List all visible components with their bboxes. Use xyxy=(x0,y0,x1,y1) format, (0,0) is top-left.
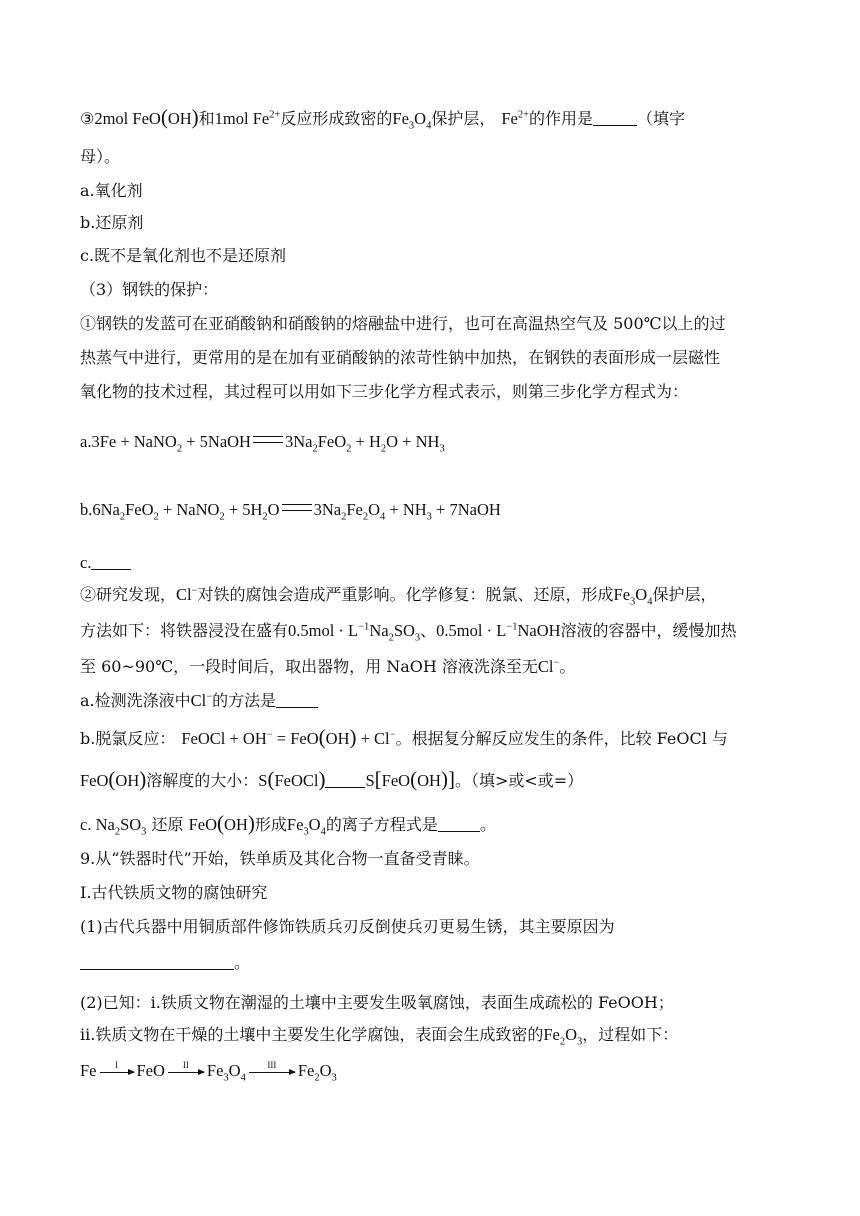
paragraph-line: ②研究发现，Cl−对铁的腐蚀会造成严重影响。化学修复：脱氯、还原，形成$Fe_3O_4$保护层， xyxy=(80,585,717,608)
question-c: c. $Na_2SO_3$ 还原 FeO(OH)形成$Fe_3O_4$的离子方程式是 。 xyxy=(80,811,496,838)
equation-b: $b.6Na_2FeO_2$ + NaNO$_2$ + $5H_2O$ $3Na_2Fe_2O_4 + NH_3$ + 7NaOH xyxy=(80,500,501,523)
equation-c: c. xyxy=(80,552,131,574)
question-line: ii.铁质文物在干燥的土壤中主要发生化学腐蚀，表面会生成致密的$Fe_2O_3$，过程如下： xyxy=(80,1025,679,1048)
answer-blank[interactable] xyxy=(80,954,234,970)
question-9-title: 9.从“铁器时代”开始，铁单质及其化合物一直备受青睐。 xyxy=(80,849,480,868)
option-c: c.既不是氧化剂也不是还原剂 xyxy=(80,246,287,265)
text: 反应形成致密的 xyxy=(280,109,393,128)
arrow-right-icon: I xyxy=(100,1072,134,1073)
formula: 1mol $Fe^{2+}$ xyxy=(214,109,281,128)
formula: 2mol FeO(OH) xyxy=(94,105,199,129)
arrow-right-icon: II xyxy=(168,1072,204,1073)
formula: $Fe^{2+}$ xyxy=(501,109,530,128)
option-a: a.氧化剂 xyxy=(80,181,143,200)
answer-blank[interactable] xyxy=(325,772,365,788)
answer-blank[interactable] xyxy=(276,692,318,708)
text: （填字 xyxy=(637,109,686,128)
equals-sign xyxy=(253,436,283,443)
text-line: 母）。 xyxy=(80,147,121,166)
text: 和 xyxy=(198,109,215,128)
answer-blank[interactable] xyxy=(593,110,637,126)
text: 保护层， xyxy=(431,109,496,128)
option-b: b.还原剂 xyxy=(80,213,144,232)
question-a: a.检测洗涤液中Cl−的方法是 xyxy=(80,690,318,712)
answer-blank[interactable] xyxy=(91,554,131,570)
paragraph-line: 至 60~90℃，一段时间后，取出器物，用 NaOH 溶液洗涤至无Cl−。 xyxy=(80,657,576,676)
equals-sign xyxy=(282,504,312,511)
arrow-right-icon: III xyxy=(249,1072,295,1073)
question-b-cont: FeO(OH)溶解度的大小：S(FeOCl) S[FeO(OH)]。（填>或<或=） xyxy=(80,767,584,791)
question-b: b.脱氯反应： FeOCl + OH− = FeO(OH) + Cl−。根据复分解反应发生的条件，比较 FeOCl 与 xyxy=(80,725,728,749)
question-line: (1)古代兵器中用铜质部件修饰铁质兵刃反倒使兵刃更易生锈，其主要原因为 xyxy=(80,917,615,936)
paragraph-line: 氧化物的技术过程，其过程可以用如下三步化学方程式表示，则第三步化学方程式为： xyxy=(80,382,689,401)
paragraph-line: 方法如下：将铁器浸没在盛有$0.5mol \cdot L^{-1}Na_2SO_3$、$0.5mol \cdot L^{-1}NaOH$溶液的容器中，缓慢加热 xyxy=(80,621,737,644)
formula: $Fe_3O_4$ xyxy=(392,109,432,132)
reaction-chain: Fe I FeO II $Fe_3O_4$ III $Fe_2O_3$ xyxy=(80,1060,337,1084)
circled-number: ③ xyxy=(80,109,95,128)
section-heading: （3）钢铁的保护： xyxy=(80,280,219,299)
question-line: (2)已知：i.铁质文物在潮湿的土壤中主要发生吸氧腐蚀，表面生成疏松的 FeOOH； xyxy=(80,993,674,1012)
question-line xyxy=(80,106,685,130)
answer-blank[interactable] xyxy=(438,816,480,832)
section-heading: I.古代铁质文物的腐蚀研究 xyxy=(80,883,268,902)
paragraph-line: 热蒸气中进行，更常用的是在加有亚硝酸钠的浓苛性钠中加热，在钢铁的表面形成一层磁性 xyxy=(80,348,721,367)
equation-a: a.3Fe + NaNO$_2$ + 5NaOH $3Na_2FeO_2 + H_2O + NH_3$ xyxy=(80,432,445,455)
text: 的作用是 xyxy=(529,109,594,128)
question-line: 。 xyxy=(80,952,250,974)
paragraph-line: ①钢铁的发蓝可在亚硝酸钠和硝酸钠的熔融盐中进行，也可在高温热空气及 500℃以上的过 xyxy=(80,314,726,333)
